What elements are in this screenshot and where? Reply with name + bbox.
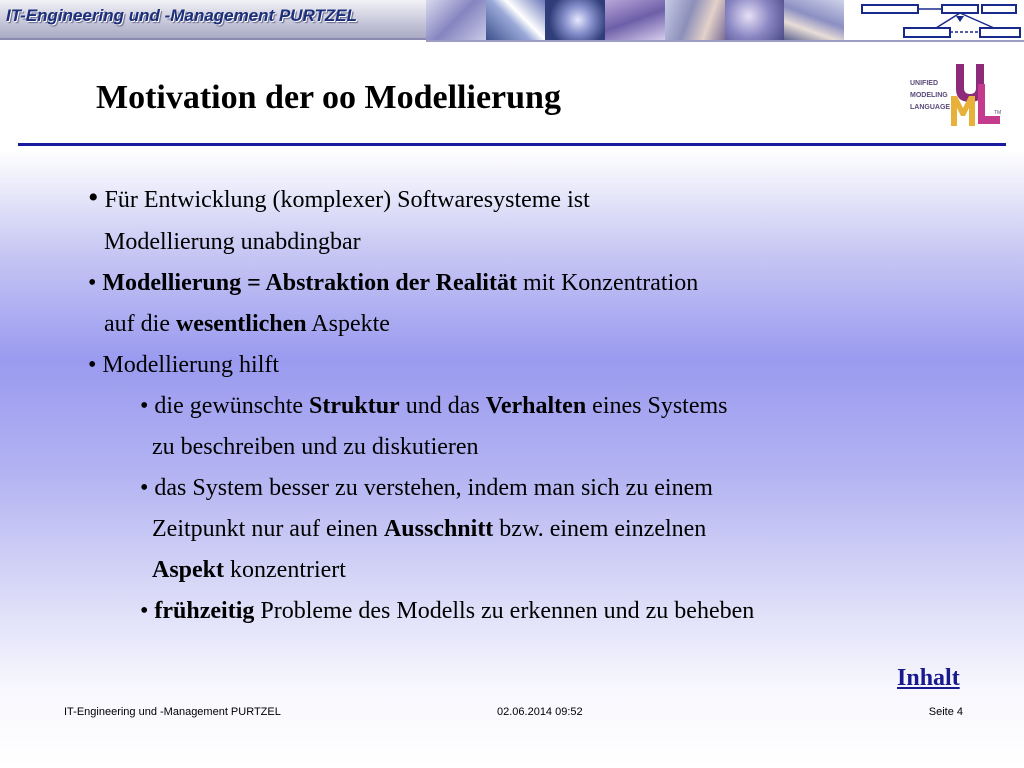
bullet-emphasis: Struktur <box>309 393 400 419</box>
banner-photo <box>665 0 725 40</box>
bullet-text: Modellierung hilft <box>102 352 280 378</box>
title-divider <box>18 143 1006 146</box>
bullet-text: die gewünschte <box>154 393 310 419</box>
uml-logo-line1: UNIFIED <box>910 80 938 87</box>
bullet-item <box>88 181 590 214</box>
slide-title: Motivation der oo Modellierung <box>96 79 561 116</box>
bullet-emphasis: Verhalten <box>485 393 587 419</box>
inhalt-link[interactable]: Inhalt <box>897 665 960 691</box>
bullet-item <box>88 351 279 379</box>
bullet-glyph: • <box>88 270 97 296</box>
bullet-text: Probleme des Modells zu erkennen und zu beheben <box>254 598 755 624</box>
bullet-text: auf die <box>104 311 176 337</box>
bullet-text: mit Konzentration <box>516 270 699 296</box>
bullet-text: zu beschreiben und zu diskutieren <box>152 434 479 460</box>
banner-divider <box>426 40 1024 42</box>
footer-page-number: Seite 4 <box>928 706 963 718</box>
bullet-continuation <box>104 310 390 338</box>
bullet-text: das System besser zu verstehen, indem man sich zu einem <box>154 475 713 501</box>
bullet-glyph: • <box>140 475 149 501</box>
banner-photo <box>426 0 486 40</box>
bullet-text: bzw. einem einzelnen <box>493 516 707 542</box>
sub-bullet-item <box>140 474 713 502</box>
banner-diagram-icon <box>844 0 1024 40</box>
bullet-glyph: • <box>88 352 97 378</box>
bullet-item <box>88 269 698 297</box>
uml-logo-line2: MODELING <box>910 92 948 99</box>
bullet-continuation <box>104 228 361 256</box>
header-banner <box>0 0 1024 48</box>
footer-datetime: 02.06.2014 09:52 <box>497 706 583 718</box>
bullet-text: eines Systems <box>586 393 728 419</box>
bullet-text: konzentriert <box>224 557 346 583</box>
bullet-text: Modellierung unabdingbar <box>104 229 361 255</box>
banner-photo <box>486 0 546 40</box>
sub-bullet-continuation <box>152 556 346 584</box>
uml-logo-trademark: TM <box>994 110 1002 116</box>
bullet-emphasis: Aspekt <box>152 557 225 583</box>
bullet-text: und das <box>399 393 486 419</box>
banner-photo <box>725 0 785 40</box>
banner-photo <box>784 0 844 40</box>
bullet-glyph: • <box>140 598 149 624</box>
uml-logo-line3: LANGUAGE <box>910 104 951 111</box>
company-banner-logo <box>0 0 426 40</box>
bullet-text: Für Entwicklung (komplexer) Softwaresysteme ist <box>104 187 590 213</box>
footer-company: IT-Engineering und -Management PURTZEL <box>64 706 281 718</box>
sub-bullet-item <box>140 597 754 625</box>
banner-photo-strip <box>426 0 844 40</box>
bullet-glyph: • <box>140 393 149 419</box>
uml-logo-icon <box>904 58 1006 131</box>
bullet-emphasis: Ausschnitt <box>383 516 494 542</box>
bullet-text: Aspekte <box>306 311 390 337</box>
bullet-emphasis: frühzeitig <box>154 598 255 624</box>
bullet-emphasis: Modellierung = Abstraktion der Realität <box>102 270 517 296</box>
sub-bullet-item <box>140 392 728 420</box>
bullet-glyph: • <box>88 181 99 214</box>
banner-photo <box>545 0 605 40</box>
company-banner-text: IT-Engineering und -Management PURTZEL <box>6 6 358 25</box>
sub-bullet-continuation <box>152 515 706 543</box>
bullet-emphasis: wesentlichen <box>175 311 307 337</box>
sub-bullet-continuation <box>152 433 479 461</box>
bullet-text: Zeitpunkt nur auf einen <box>152 516 384 542</box>
banner-photo <box>605 0 665 40</box>
